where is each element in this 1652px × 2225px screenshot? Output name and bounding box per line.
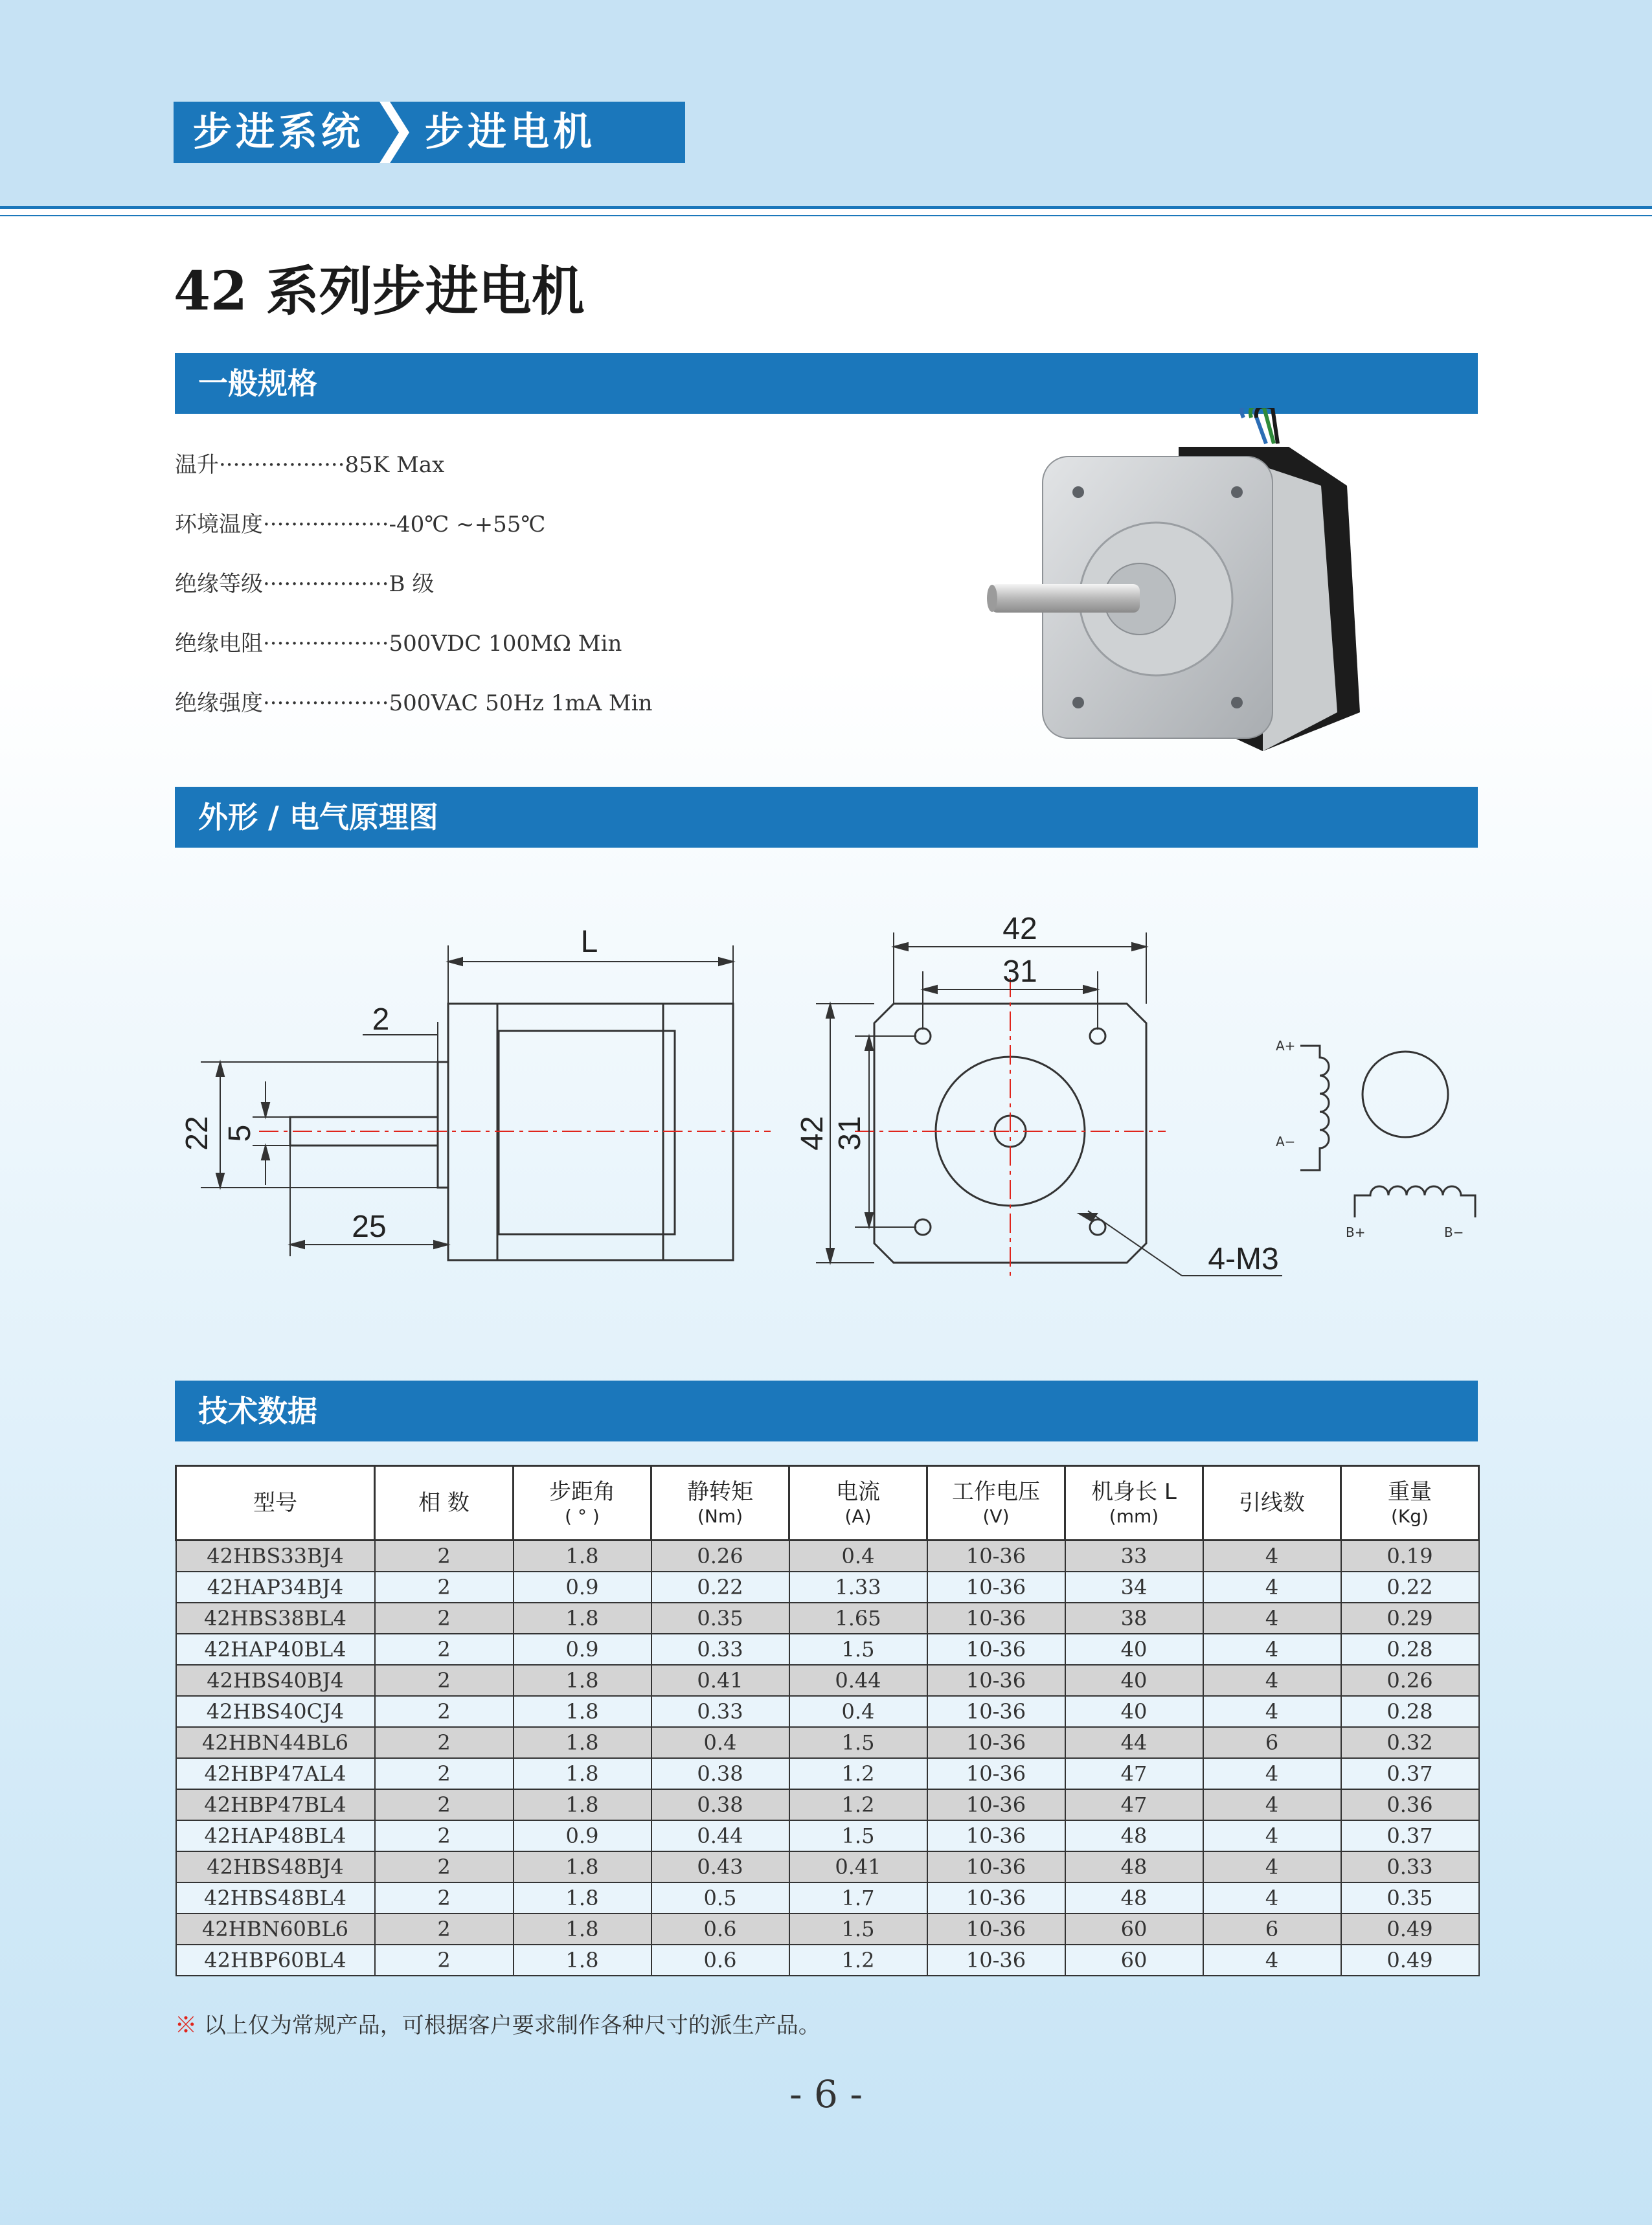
- table-cell: 10-36: [927, 1882, 1065, 1914]
- page-title: 42 系列步进电机: [174, 260, 585, 322]
- table-cell: 0.9: [514, 1572, 651, 1603]
- table-cell: 10-36: [927, 1914, 1065, 1945]
- table-cell: 1.8: [514, 1851, 651, 1882]
- table-cell: 1.8: [514, 1945, 651, 1976]
- table-cell: 1.5: [789, 1727, 927, 1758]
- table-row: [176, 1914, 1479, 1945]
- column-header: 相 数: [375, 1466, 514, 1541]
- table-cell: 42HAP34BJ4: [176, 1572, 375, 1603]
- table-cell: 38: [1065, 1603, 1203, 1634]
- table-cell: 60: [1065, 1914, 1203, 1945]
- spec-row: 绝缘强度··················500VAC 50Hz 1mA Min: [175, 690, 653, 716]
- dim-shaft-length: 25: [352, 1210, 387, 1244]
- table-cell: 6: [1203, 1914, 1341, 1945]
- column-header: 机身长 L (mm): [1065, 1466, 1203, 1541]
- table-row: [176, 1603, 1479, 1634]
- table-cell: 42HAP48BL4: [176, 1820, 375, 1851]
- page-number: - 6 -: [789, 2072, 863, 2116]
- table-cell: 42HBS33BJ4: [176, 1541, 375, 1572]
- table-cell: 0.22: [651, 1572, 789, 1603]
- table-cell: 48: [1065, 1882, 1203, 1914]
- table-cell: 0.26: [1341, 1665, 1479, 1696]
- table-cell: 2: [375, 1541, 514, 1572]
- spec-value: B 级: [389, 571, 435, 597]
- spec-row: 绝缘等级··················B 级: [175, 571, 435, 597]
- spec-label: 绝缘强度: [175, 690, 263, 716]
- table-cell: 1.5: [789, 1820, 927, 1851]
- table-cell: 42HBP47AL4: [176, 1758, 375, 1789]
- dim-front-height: 42: [795, 1116, 830, 1151]
- column-header: 引线数: [1203, 1466, 1341, 1541]
- table-cell: 42HBS38BL4: [176, 1603, 375, 1634]
- table-cell: 1.2: [789, 1758, 927, 1789]
- table-cell: 42HBS40BJ4: [176, 1665, 375, 1696]
- spec-label: 环境温度: [175, 512, 263, 537]
- table-cell: 1.2: [789, 1789, 927, 1820]
- table-row: [176, 1820, 1479, 1851]
- table-cell: 10-36: [927, 1572, 1065, 1603]
- table-cell: 0.37: [1341, 1820, 1479, 1851]
- table-cell: 1.8: [514, 1914, 651, 1945]
- column-header: 电流 (A): [789, 1466, 927, 1541]
- table-cell: 0.33: [651, 1696, 789, 1727]
- table-cell: 2: [375, 1851, 514, 1882]
- table-cell: 1.8: [514, 1789, 651, 1820]
- table-cell: 40: [1065, 1665, 1203, 1696]
- table-cell: 0.4: [789, 1541, 927, 1572]
- table-cell: 0.9: [514, 1634, 651, 1665]
- table-row: [176, 1696, 1479, 1727]
- table-cell: 0.28: [1341, 1634, 1479, 1665]
- table-cell: 40: [1065, 1696, 1203, 1727]
- table-cell: 0.6: [651, 1914, 789, 1945]
- table-cell: 4: [1203, 1820, 1341, 1851]
- column-header: 步距角 ( ° ): [514, 1466, 651, 1541]
- dim-length: L: [580, 925, 598, 959]
- table-cell: 10-36: [927, 1541, 1065, 1572]
- table-row: [176, 1634, 1479, 1665]
- table-cell: 1.65: [789, 1603, 927, 1634]
- table-cell: 10-36: [927, 1665, 1065, 1696]
- schematic-label-a-minus: A−: [1276, 1134, 1296, 1149]
- table-cell: 4: [1203, 1634, 1341, 1665]
- schematic-label-b-minus: B−: [1444, 1225, 1464, 1240]
- spec-row: 温升··················85K Max: [175, 452, 445, 478]
- table-row: [176, 1541, 1479, 1572]
- table-row: [176, 1789, 1479, 1820]
- table-cell: 42HAP40BL4: [176, 1634, 375, 1665]
- spec-row: 绝缘电阻··················500VDC 100MΩ Min: [175, 631, 622, 657]
- table-row: [176, 1727, 1479, 1758]
- table-cell: 42HBN44BL6: [176, 1727, 375, 1758]
- table-row: [176, 1882, 1479, 1914]
- table-cell: 10-36: [927, 1603, 1065, 1634]
- table-cell: 1.5: [789, 1634, 927, 1665]
- table-cell: 4: [1203, 1758, 1341, 1789]
- breadcrumb-item-system[interactable]: 步进系统: [174, 102, 390, 163]
- spec-label: 温升: [175, 452, 219, 478]
- column-header: 工作电压 (V): [927, 1466, 1065, 1541]
- table-cell: 1.8: [514, 1696, 651, 1727]
- table-cell: 0.4: [789, 1696, 927, 1727]
- table-cell: 0.4: [651, 1727, 789, 1758]
- table-cell: 1.33: [789, 1572, 927, 1603]
- table-cell: 0.35: [651, 1603, 789, 1634]
- table-cell: 2: [375, 1603, 514, 1634]
- table-cell: 2: [375, 1727, 514, 1758]
- motor-photo: [984, 408, 1412, 771]
- column-header: 静转矩 (Nm): [651, 1466, 789, 1541]
- table-cell: 0.22: [1341, 1572, 1479, 1603]
- table-cell: 0.41: [789, 1851, 927, 1882]
- table-cell: 1.7: [789, 1882, 927, 1914]
- table-cell: 4: [1203, 1665, 1341, 1696]
- table-cell: 48: [1065, 1851, 1203, 1882]
- dim-hole-pitch-width: 31: [1002, 954, 1037, 989]
- schematic-label-b-plus: B+: [1346, 1225, 1366, 1240]
- table-cell: 2: [375, 1914, 514, 1945]
- table-cell: 40: [1065, 1634, 1203, 1665]
- table-cell: 1.5: [789, 1914, 927, 1945]
- table-cell: 0.36: [1341, 1789, 1479, 1820]
- table-cell: 0.49: [1341, 1914, 1479, 1945]
- table-row: [176, 1572, 1479, 1603]
- table-row: [176, 1851, 1479, 1882]
- footnote-text: 以上仅为常规产品，可根据客户要求制作各种尺寸的派生产品。: [203, 2013, 820, 2039]
- spec-value: 500VAC 50Hz 1mA Min: [389, 690, 653, 716]
- table-cell: 42HBN60BL6: [176, 1914, 375, 1945]
- column-header: 型号: [176, 1466, 375, 1541]
- spec-label: 绝缘等级: [175, 571, 263, 597]
- column-header: 重量 (Kg): [1341, 1466, 1479, 1541]
- table-cell: 42HBS40CJ4: [176, 1696, 375, 1727]
- table-cell: 0.38: [651, 1789, 789, 1820]
- dim-flange: 2: [372, 1002, 390, 1037]
- table-cell: 10-36: [927, 1634, 1065, 1665]
- dim-body-height: 22: [180, 1116, 214, 1151]
- section-header-outline: 外形 / 电气原理图: [175, 787, 1478, 848]
- table-cell: 10-36: [927, 1851, 1065, 1882]
- header-rule-thin: [0, 215, 1652, 216]
- table-cell: 48: [1065, 1820, 1203, 1851]
- table-cell: 1.8: [514, 1882, 651, 1914]
- table-cell: 0.37: [1341, 1758, 1479, 1789]
- table-cell: 0.35: [1341, 1882, 1479, 1914]
- table-header-row: [176, 1466, 1479, 1541]
- dim-front-width: 42: [1002, 912, 1037, 946]
- table-cell: 1.8: [514, 1603, 651, 1634]
- tech-data-table: [175, 1465, 1480, 1976]
- table-cell: 2: [375, 1758, 514, 1789]
- spec-label: 绝缘电阻: [175, 631, 263, 657]
- table-cell: 47: [1065, 1758, 1203, 1789]
- table-cell: 0.9: [514, 1820, 651, 1851]
- table-cell: 0.26: [651, 1541, 789, 1572]
- table-cell: 1.8: [514, 1541, 651, 1572]
- table-cell: 2: [375, 1820, 514, 1851]
- table-cell: 0.41: [651, 1665, 789, 1696]
- table-cell: 0.29: [1341, 1603, 1479, 1634]
- table-cell: 0.33: [1341, 1851, 1479, 1882]
- table-cell: 0.6: [651, 1945, 789, 1976]
- table-cell: 47: [1065, 1789, 1203, 1820]
- table-cell: 4: [1203, 1945, 1341, 1976]
- table-cell: 2: [375, 1789, 514, 1820]
- dim-hole-pitch-height: 31: [833, 1116, 867, 1151]
- table-cell: 2: [375, 1696, 514, 1727]
- section-header-tech: 技术数据: [175, 1381, 1478, 1441]
- table-cell: 0.33: [651, 1634, 789, 1665]
- table-cell: 6: [1203, 1727, 1341, 1758]
- outline-drawing: [175, 907, 1478, 1295]
- table-cell: 42HBS48BL4: [176, 1882, 375, 1914]
- spec-row: 环境温度··················-40℃ ~+55℃: [175, 512, 546, 537]
- table-cell: 0.49: [1341, 1945, 1479, 1976]
- table-cell: 1.2: [789, 1945, 927, 1976]
- table-cell: 2: [375, 1634, 514, 1665]
- table-cell: 0.44: [651, 1820, 789, 1851]
- table-cell: 0.28: [1341, 1696, 1479, 1727]
- section-header-general: 一般规格: [175, 353, 1478, 414]
- table-cell: 0.19: [1341, 1541, 1479, 1572]
- dim-shaft-diameter: 5: [223, 1124, 257, 1142]
- table-cell: 10-36: [927, 1820, 1065, 1851]
- table-cell: 4: [1203, 1603, 1341, 1634]
- table-row: [176, 1758, 1479, 1789]
- breadcrumb-item-motor[interactable]: 步进电机: [387, 102, 685, 163]
- spec-value: 85K Max: [345, 452, 445, 478]
- spec-value: 500VDC 100MΩ Min: [389, 631, 622, 657]
- table-cell: 4: [1203, 1696, 1341, 1727]
- table-cell: 4: [1203, 1882, 1341, 1914]
- table-cell: 4: [1203, 1572, 1341, 1603]
- footnote: [175, 2007, 820, 2039]
- table-cell: 1.8: [514, 1727, 651, 1758]
- table-cell: 0.32: [1341, 1727, 1479, 1758]
- header-rule: [0, 206, 1652, 209]
- table-cell: 0.43: [651, 1851, 789, 1882]
- table-cell: 42HBS48BJ4: [176, 1851, 375, 1882]
- reference-mark-icon: ※: [175, 2013, 197, 2039]
- table-cell: 10-36: [927, 1696, 1065, 1727]
- table-row: [176, 1665, 1479, 1696]
- table-cell: 2: [375, 1945, 514, 1976]
- table-cell: 1.8: [514, 1665, 651, 1696]
- table-cell: 2: [375, 1665, 514, 1696]
- table-cell: 10-36: [927, 1758, 1065, 1789]
- chevron-right-icon: [379, 102, 418, 163]
- table-cell: 4: [1203, 1789, 1341, 1820]
- table-cell: 2: [375, 1882, 514, 1914]
- table-cell: 44: [1065, 1727, 1203, 1758]
- table-row: [176, 1945, 1479, 1976]
- dim-mount-holes: 4-M3: [1208, 1242, 1279, 1276]
- table-cell: 10-36: [927, 1945, 1065, 1976]
- table-cell: 34: [1065, 1572, 1203, 1603]
- spec-value: -40℃ ~+55℃: [389, 512, 546, 537]
- table-cell: 42HBP47BL4: [176, 1789, 375, 1820]
- table-cell: 4: [1203, 1541, 1341, 1572]
- table-cell: 10-36: [927, 1789, 1065, 1820]
- table-cell: 10-36: [927, 1727, 1065, 1758]
- schematic-label-a-plus: A+: [1276, 1038, 1296, 1054]
- table-cell: 2: [375, 1572, 514, 1603]
- table-cell: 33: [1065, 1541, 1203, 1572]
- table-cell: 42HBP60BL4: [176, 1945, 375, 1976]
- table-cell: 0.5: [651, 1882, 789, 1914]
- table-cell: 1.8: [514, 1758, 651, 1789]
- table-cell: 0.38: [651, 1758, 789, 1789]
- table-cell: 4: [1203, 1851, 1341, 1882]
- table-cell: 0.44: [789, 1665, 927, 1696]
- table-cell: 60: [1065, 1945, 1203, 1976]
